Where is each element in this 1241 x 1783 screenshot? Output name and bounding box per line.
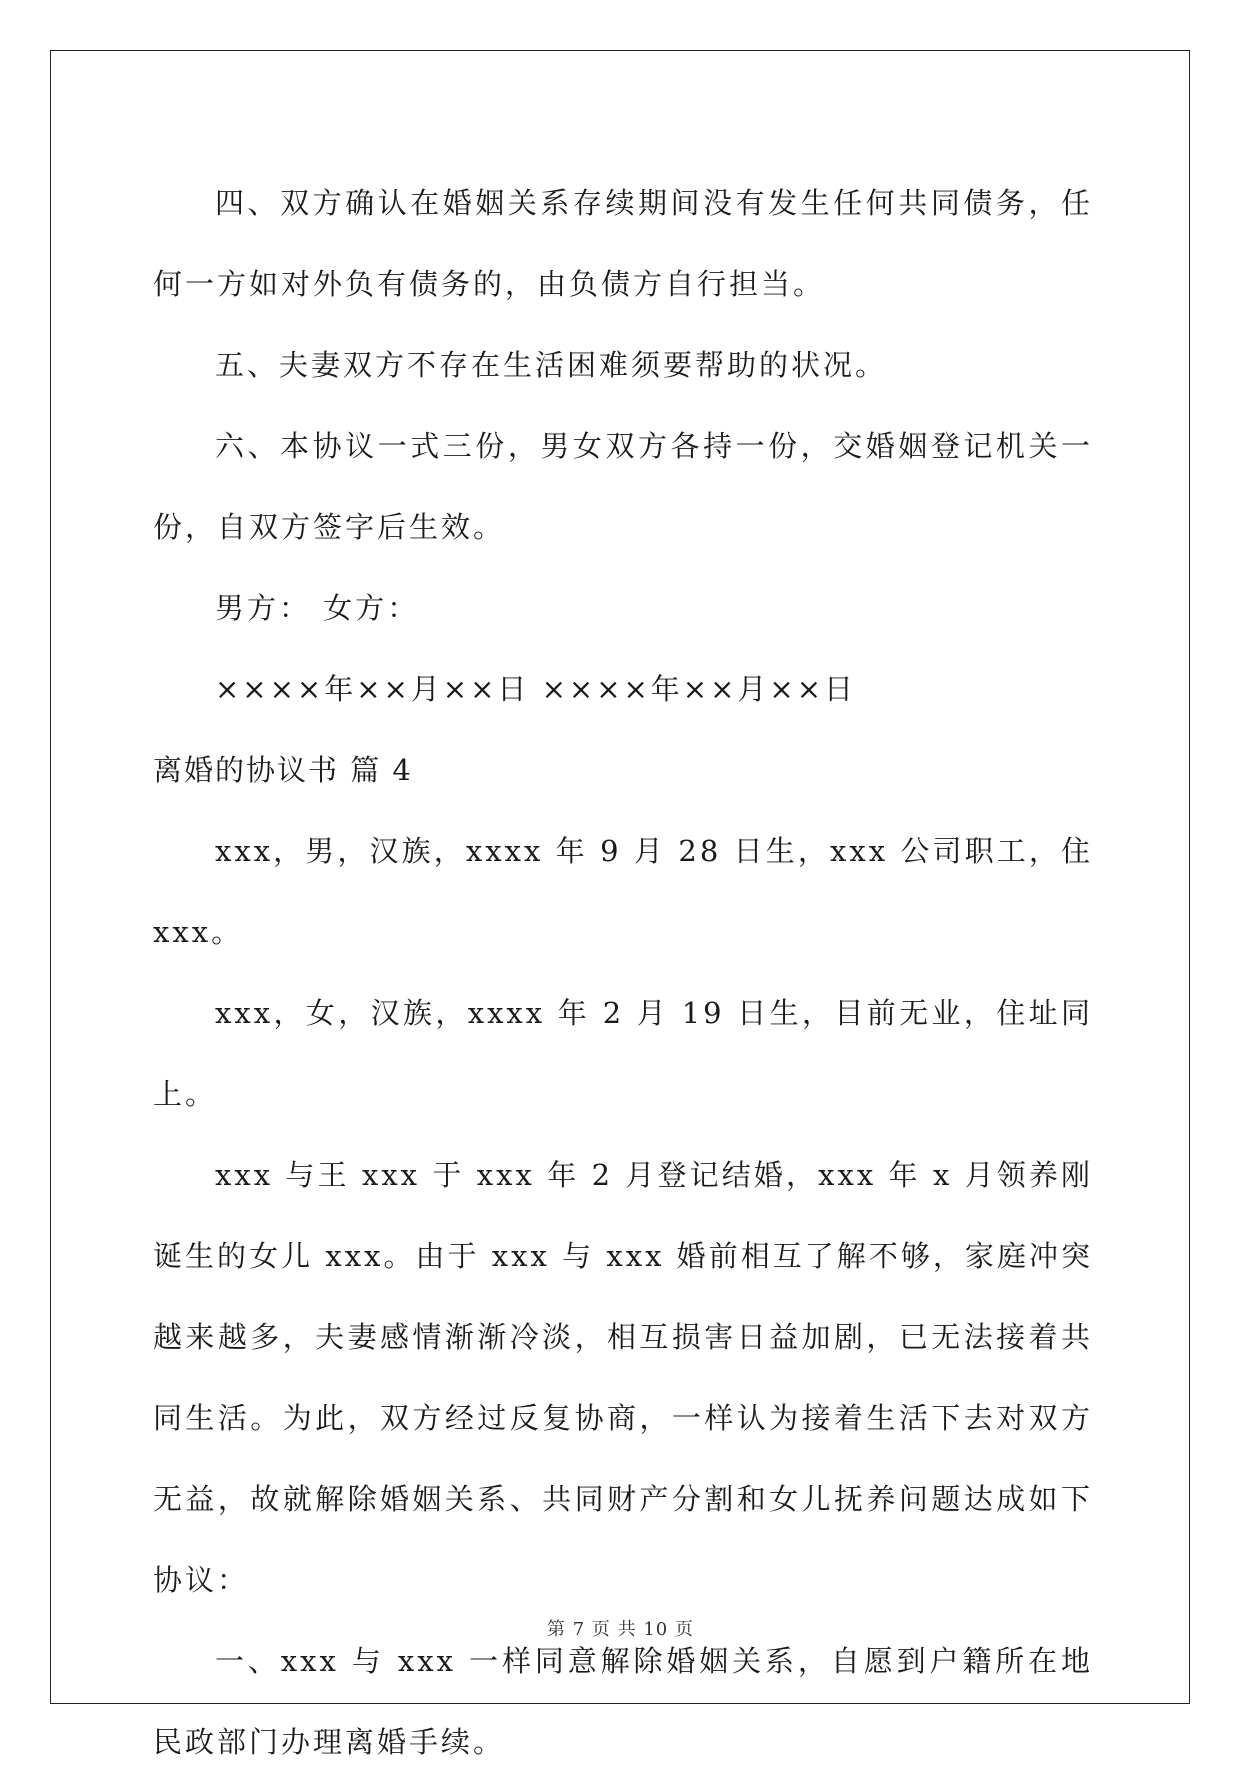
paragraph-clause-6: 六、本协议一式三份，男女双方各持一份，交婚姻登记机关一份，自双方签字后生效。 <box>153 429 1093 544</box>
party-female-info: xxx，女，汉族，xxxx 年 2 月 19 日生，目前无业，住址同上。 <box>153 996 1093 1111</box>
paragraph-clause-4: 四、双方确认在婚姻关系存续期间没有发生任何共同债务，任何一方如对外负有债务的，由负债方自行担当。 <box>153 186 1093 301</box>
background-paragraph: xxx 与王 xxx 于 xxx 年 2 月登记结婚，xxx 年 x 月领养刚诞生的女儿 xxx。由于 xxx 与 xxx 婚前相互了解不够，家庭冲突越来越多，夫妻感情渐渐冷淡，相互损害日益加剧，已无法接着共同生活。为此，双方经过反复协商，一样认为接着生活下去对双方无益，故就解除婚姻关系、共同财产分割和女儿抚养问题达成如下协议： <box>153 1158 1093 1597</box>
page-number-footer: 第 7 页 共 10 页 <box>547 1619 694 1640</box>
paragraph-clause-5: 五、夫妻双方不存在生活困难须要帮助的状况。 <box>215 348 888 382</box>
section-title: 离婚的协议书 篇 4 <box>153 753 413 787</box>
signature-line: 男方： 女方： <box>215 591 420 625</box>
party-male-info: xxx，男，汉族，xxxx 年 9 月 28 日生，xxx 公司职工，住 xxx。 <box>153 834 1093 949</box>
clause-1-paragraph: 一、xxx 与 xxx 一样同意解除婚姻关系，自愿到户籍所在地民政部门办理离婚手续。 <box>153 1644 1093 1759</box>
document-body <box>153 163 1093 1783</box>
date-line: ××××年××月××日 ××××年××月××日 <box>215 672 856 706</box>
